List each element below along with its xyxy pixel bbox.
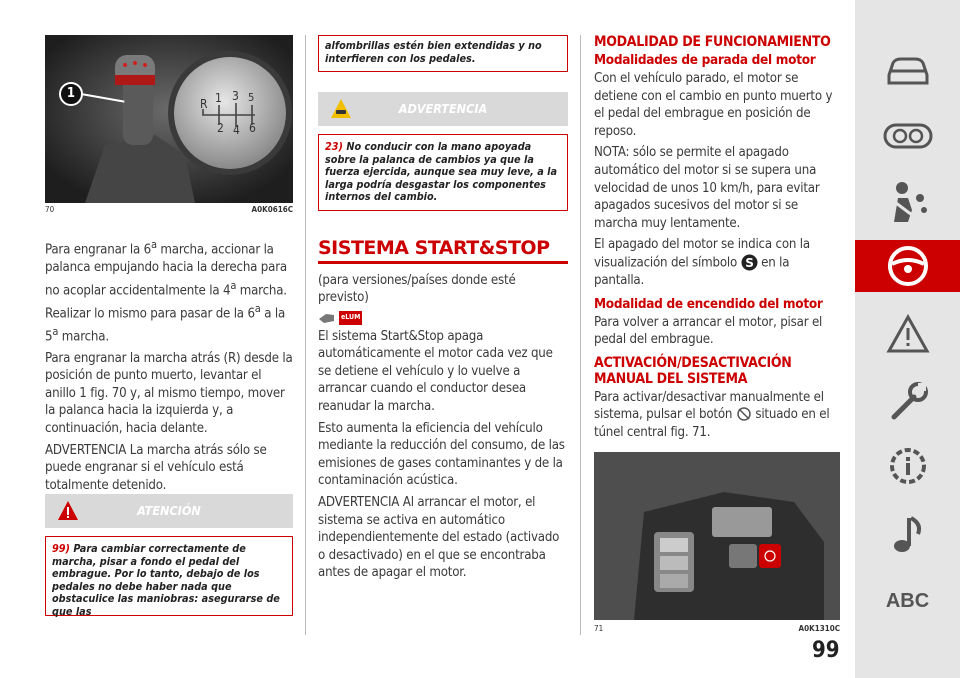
atencion-box [45,536,293,616]
gear-2-label: 2 [217,121,224,135]
figure-71-caption [594,624,840,633]
start-stop-efficiency: Esto aumenta la eficiencia del vehículo mediante la reducción del consumo, de las emisiones de gases contaminantes y de la contaminación acústica. [318,420,565,489]
start-mode-heading: Modalidad de encendido del motor [594,295,823,312]
column-divider-2 [580,35,581,635]
atencion-number: 99) [52,542,70,555]
sidebar-item-maintenance[interactable] [855,375,960,427]
elum-label: eLUM [339,311,362,325]
stop-modes-heading: Modalidades de parada del motor [594,52,816,68]
atencion-header [45,494,293,528]
atencion-continued-text: alfombrillas estén bien extendidas y no interfieren con los pedales. [325,39,542,65]
car-icon [883,55,933,87]
advertencia-text: No conducir con la mano apoyada sobre la palanca de cambios ya que la fuerza ejercida, aunque sea muy leve, a la larga podría desgastar los componentes internos del cambio. [325,140,558,203]
gear-4-label: 4 [233,123,240,137]
column-3 [594,34,840,633]
gear-5-label: 5 [248,91,255,104]
figure-71-code: A0K1310C [798,624,840,633]
hand-icon [318,311,336,325]
center-tunnel-illustration [594,452,840,620]
gear-pattern-lines [45,35,293,203]
gear-6-paragraph: Para engranar la 6$^a$ marcha, accionar la palanca empujando hacia la derecha para no acoplar accidentalmente la 4$^a$ marcha. Realizar lo mismo para pasar de la 6$^a$ a la 5$^a$ marcha. [45,238,287,344]
wrench-icon [886,379,930,423]
mode-heading: MODALIDAD DE FUNCIONAMIENTO [594,34,831,50]
dashboard-gauges-icon [883,121,933,151]
atencion-block [45,494,293,616]
section-title: SISTEMA START&STOP [318,236,550,259]
atencion-title: ATENCIÓN [137,503,201,518]
figure-70-caption [45,205,293,214]
abc-index: ABC [885,589,930,612]
sidebar-item-emergency[interactable] [855,308,960,360]
advertencia-box [318,134,568,211]
info-gear-icon [886,444,930,488]
reverse-gear-paragraph: Para engranar la marcha atrás (R) desde la posición de punto muerto, levantar el anillo 1 fig. 70 y, al mismo tiempo, mover la palanca hacia la izquierda y, a continuación, hacia delante. [45,350,293,436]
start-stop-warning: ADVERTENCIA Al arrancar el motor, el sistema se activa en automático independientemente del estado (activado o desactivado) en el que se encontraba antes de apagar el motor. [318,495,560,581]
page-number: 99 [812,638,840,663]
stop-modes-text: Con el vehículo parado, el motor se detiene con el cambio en punto muerto y el pedal del embrague en posición de reposo. [594,71,833,139]
music-note-icon [888,512,928,556]
gear-1-label: 1 [215,91,222,105]
seatbelt-person-icon [886,180,930,224]
sidebar-item-technical[interactable] [855,440,960,492]
sidebar-item-driving[interactable] [855,240,960,292]
chapter-sidebar [855,0,960,678]
symbol-text: El apagado del motor se indica con la visualización del símbolo S en la pantalla. [594,237,810,289]
advertencia-title: ADVERTENCIA [398,101,488,116]
sidebar-item-multimedia[interactable] [855,508,960,560]
steering-wheel-icon [886,244,930,288]
column-2 [318,35,568,586]
callout-1: 1 [59,82,83,106]
section-rule [318,261,568,264]
figure-71-photo [594,452,840,620]
figure-70-code: A0K0616C [251,205,293,214]
figure-70-photo [45,35,293,203]
reverse-warning-paragraph: ADVERTENCIA La marcha atrás sólo se puede engranar si el vehículo está totalmente detenido. [45,442,267,493]
manual-heading: ACTIVACIÓN/DESACTIVACIÓN MANUAL DEL SISTEMA [594,354,792,387]
start-stop-intro: El sistema Start&Stop apaga automáticamente el motor cada vez que se detiene el vehículo y lo vuelve a arrancar cuando el conductor desea reanudar la marcha. [318,328,553,415]
figure-71-number: 71 [594,624,604,633]
versions-note: (para versiones/países donde esté previsto) [318,272,516,306]
gear-3-label: 3 [232,89,239,103]
column-divider-1 [305,35,306,635]
start-stop-button-icon [736,406,752,422]
sidebar-item-safety[interactable] [855,176,960,228]
start-stop-section [318,237,568,583]
svg-text:S: S [744,255,754,270]
sidebar-item-dashboard[interactable] [855,110,960,162]
start-mode-text: Para volver a arrancar el motor, pisar el pedal del embrague. [594,314,823,348]
advertencia-header [318,92,568,126]
atencion-box-continued [318,35,568,72]
manual-text: Para activar/desactivar manualmente el sistema, pulsar el botón situado en el túnel central fig. 71. [594,389,830,440]
column-1 [45,35,293,618]
sidebar-item-index[interactable] [855,575,960,627]
atencion-text: Para cambiar correctamente de marcha, pisar a fondo el pedal del embrague. Por lo tanto, debajo de los pedales no debe haber nada que obstaculice las maniobras: asegurarse de que las [52,542,280,618]
auto-stop-symbol-icon [741,254,758,271]
gear-6-label: 6 [249,121,256,135]
sidebar-item-car[interactable] [855,45,960,97]
advertencia-number: 23) [325,140,343,153]
gear-r-label: R [200,97,208,111]
warning-triangle-icon [886,314,930,354]
figure-70-number: 70 [45,205,55,214]
note-text: NOTA: sólo se permite el apagado automático del motor si se supera una velocidad de unos 10 km/h, para evitar apagados sucesivos del motor si se marcha muy lentamente. [594,145,820,231]
elum-badge [318,311,568,325]
